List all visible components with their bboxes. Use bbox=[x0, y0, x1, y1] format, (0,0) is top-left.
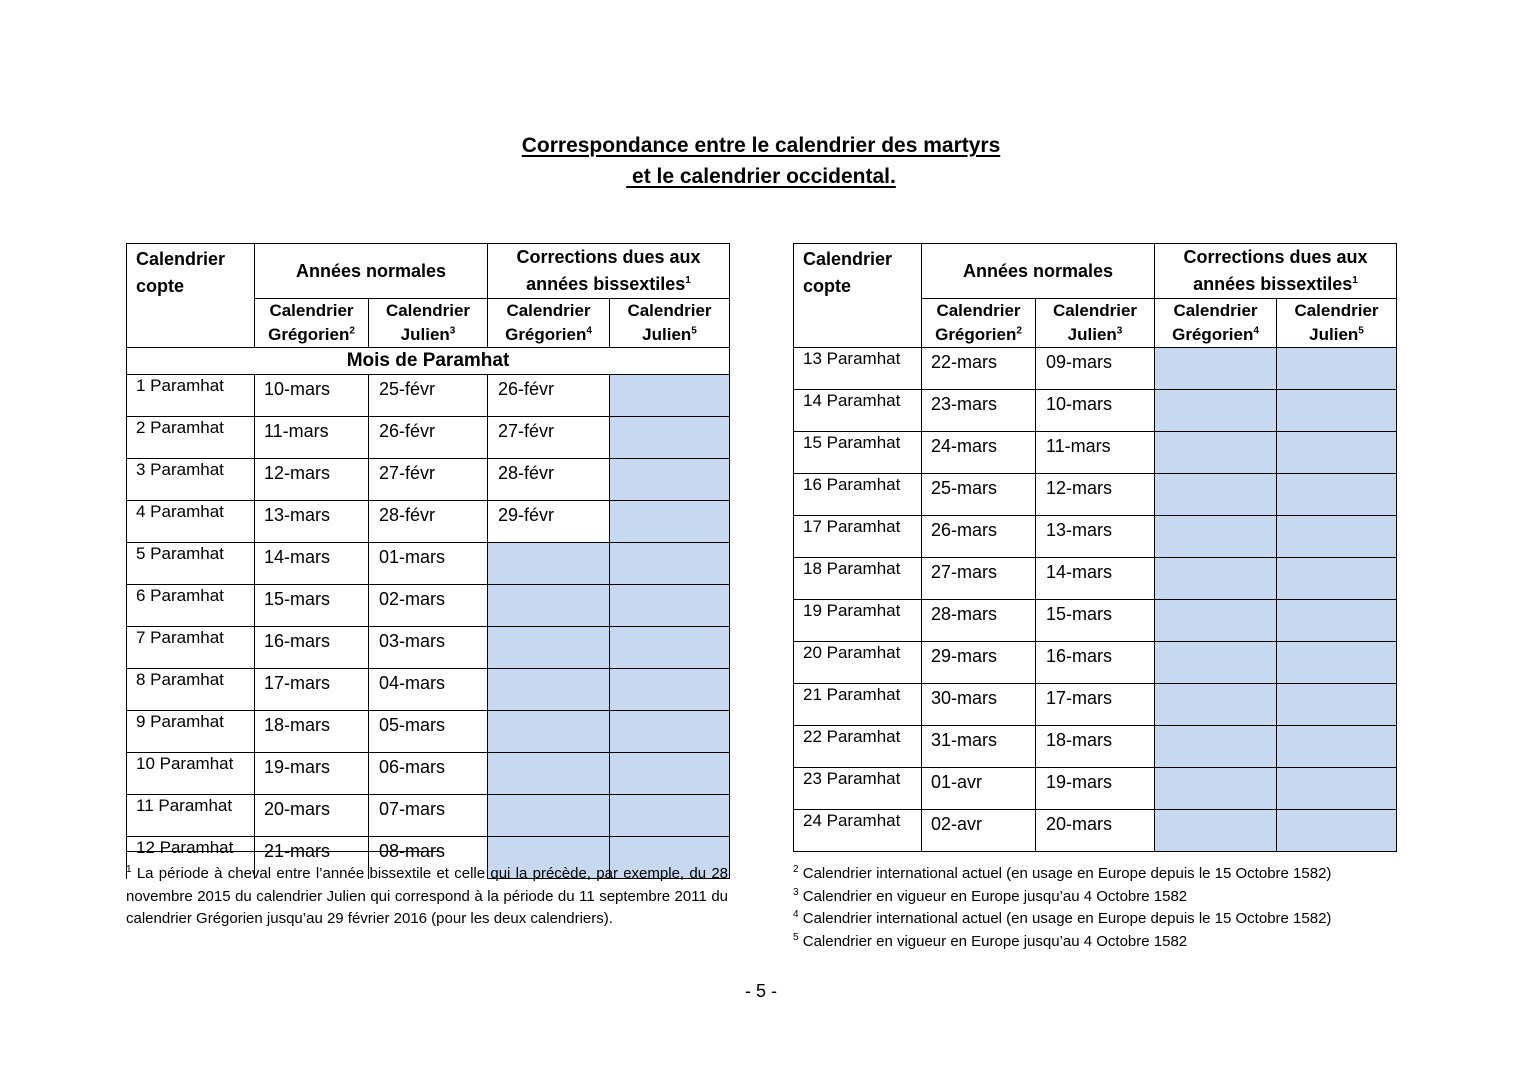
table-row bbox=[794, 726, 1397, 768]
cell-copte: 15 Paramhat bbox=[794, 432, 922, 474]
cell-gregorian: 16-mars bbox=[255, 627, 369, 669]
footnote-4: $^4$ Calendrier international actuel (en usage en Europe depuis le 15 Octobre 1582) bbox=[793, 909, 1332, 927]
cell-copte: 1 Paramhat bbox=[127, 375, 255, 417]
title-line-2: et le calendrier occidental. bbox=[626, 165, 896, 188]
cell-correction-julian bbox=[1277, 726, 1397, 768]
cell-gregorian: 15-mars bbox=[255, 585, 369, 627]
footnotes-right bbox=[793, 863, 1413, 953]
cell-correction-julian bbox=[610, 375, 730, 417]
table-row bbox=[127, 375, 730, 417]
cell-correction-gregorian bbox=[488, 627, 610, 669]
cell-gregorian: 02-avr bbox=[922, 810, 1036, 852]
cell-correction-julian bbox=[610, 459, 730, 501]
cell-copte: 16 Paramhat bbox=[794, 474, 922, 516]
table-row bbox=[127, 795, 730, 837]
cell-gregorian: 21-mars bbox=[255, 837, 369, 879]
cell-julian: 04-mars bbox=[369, 669, 488, 711]
header-copte: Calendrier copte bbox=[794, 244, 922, 348]
cell-julian: 14-mars bbox=[1036, 558, 1155, 600]
cell-correction-gregorian bbox=[1155, 516, 1277, 558]
footnote-separator bbox=[126, 851, 439, 852]
cell-correction-gregorian bbox=[488, 669, 610, 711]
cell-gregorian: 29-mars bbox=[922, 642, 1036, 684]
cell-julian: 15-mars bbox=[1036, 600, 1155, 642]
cell-correction-julian bbox=[1277, 474, 1397, 516]
cell-julian: 18-mars bbox=[1036, 726, 1155, 768]
cell-correction-gregorian bbox=[1155, 726, 1277, 768]
header-normal-years: Années normales bbox=[922, 244, 1155, 299]
cell-correction-julian bbox=[610, 711, 730, 753]
cell-copte: 8 Paramhat bbox=[127, 669, 255, 711]
cell-gregorian: 13-mars bbox=[255, 501, 369, 543]
cell-correction-gregorian bbox=[1155, 600, 1277, 642]
cell-correction-gregorian bbox=[488, 585, 610, 627]
cell-gregorian: 23-mars bbox=[922, 390, 1036, 432]
cell-correction-gregorian bbox=[488, 753, 610, 795]
table-row bbox=[794, 432, 1397, 474]
footnote-5: $^5$ Calendrier en vigueur en Europe jusqu’au 4 Octobre 1582 bbox=[793, 931, 1188, 950]
cell-copte: 10 Paramhat bbox=[127, 753, 255, 795]
cell-correction-gregorian: 29-févr bbox=[488, 501, 610, 543]
header-julian-normal: Calendrier Julien$^3$ bbox=[1036, 299, 1155, 348]
header-gregorian-normal: Calendrier Grégorien$^2$ bbox=[255, 299, 369, 348]
document-title bbox=[0, 130, 1522, 192]
cell-julian: 09-mars bbox=[1036, 348, 1155, 390]
table-row bbox=[794, 684, 1397, 726]
cell-gregorian: 18-mars bbox=[255, 711, 369, 753]
month-label: Mois de Paramhat bbox=[127, 348, 730, 375]
cell-correction-julian bbox=[1277, 432, 1397, 474]
header-julian-normal: Calendrier Julien$^3$ bbox=[369, 299, 488, 348]
cell-correction-julian bbox=[610, 417, 730, 459]
cell-copte: 13 Paramhat bbox=[794, 348, 922, 390]
table-row bbox=[794, 474, 1397, 516]
cell-gregorian: 24-mars bbox=[922, 432, 1036, 474]
cell-julian: 06-mars bbox=[369, 753, 488, 795]
cell-correction-julian bbox=[1277, 684, 1397, 726]
cell-gregorian: 25-mars bbox=[922, 474, 1036, 516]
cell-copte: 18 Paramhat bbox=[794, 558, 922, 600]
cell-correction-julian bbox=[1277, 390, 1397, 432]
cell-correction-gregorian bbox=[488, 795, 610, 837]
calendar-table-left bbox=[126, 243, 730, 879]
cell-copte: 3 Paramhat bbox=[127, 459, 255, 501]
cell-correction-gregorian bbox=[1155, 684, 1277, 726]
cell-julian: 07-mars bbox=[369, 795, 488, 837]
cell-julian: 19-mars bbox=[1036, 768, 1155, 810]
header-gregorian-leap: Calendrier Grégorien$^4$ bbox=[1155, 299, 1277, 348]
cell-copte: 17 Paramhat bbox=[794, 516, 922, 558]
cell-correction-julian bbox=[610, 543, 730, 585]
cell-correction-gregorian bbox=[1155, 432, 1277, 474]
header-gregorian-leap: Calendrier Grégorien$^4$ bbox=[488, 299, 610, 348]
table-row bbox=[127, 501, 730, 543]
cell-julian: 16-mars bbox=[1036, 642, 1155, 684]
cell-correction-julian bbox=[610, 585, 730, 627]
table-row bbox=[794, 348, 1397, 390]
cell-julian: 11-mars bbox=[1036, 432, 1155, 474]
cell-correction-gregorian bbox=[1155, 474, 1277, 516]
table-row bbox=[127, 543, 730, 585]
cell-gregorian: 14-mars bbox=[255, 543, 369, 585]
cell-correction-julian bbox=[1277, 642, 1397, 684]
cell-julian: 17-mars bbox=[1036, 684, 1155, 726]
footnote-1: $^1$ La période à cheval entre l’année bissextile et celle qui la précède, par exemple, du 28 novembre 2015 du calendrier Julien qui correspond à la période du 11 septembre 2011 du calendrier Grégorien jusqu’au 29 février 2016 (pour les deux calendriers). bbox=[126, 864, 728, 927]
cell-correction-gregorian bbox=[1155, 642, 1277, 684]
header-julian-leap: Calendrier Julien$^5$ bbox=[1277, 299, 1397, 348]
cell-gregorian: 12-mars bbox=[255, 459, 369, 501]
cell-copte: 14 Paramhat bbox=[794, 390, 922, 432]
cell-copte: 4 Paramhat bbox=[127, 501, 255, 543]
cell-julian: 20-mars bbox=[1036, 810, 1155, 852]
cell-julian: 12-mars bbox=[1036, 474, 1155, 516]
cell-correction-gregorian bbox=[1155, 810, 1277, 852]
cell-correction-julian bbox=[610, 627, 730, 669]
cell-copte: 23 Paramhat bbox=[794, 768, 922, 810]
cell-correction-julian bbox=[610, 669, 730, 711]
table-row bbox=[127, 711, 730, 753]
table-row bbox=[794, 810, 1397, 852]
cell-correction-gregorian: 26-févr bbox=[488, 375, 610, 417]
cell-correction-julian bbox=[1277, 558, 1397, 600]
cell-copte: 20 Paramhat bbox=[794, 642, 922, 684]
cell-copte: 21 Paramhat bbox=[794, 684, 922, 726]
header-copte: Calendrier copte bbox=[127, 244, 255, 348]
cell-copte: 9 Paramhat bbox=[127, 711, 255, 753]
page-number: - 5 - bbox=[744, 981, 777, 1001]
cell-correction-gregorian bbox=[1155, 390, 1277, 432]
cell-copte: 5 Paramhat bbox=[127, 543, 255, 585]
table-row bbox=[127, 417, 730, 459]
header-corrections: Corrections dues aux années bissextiles$^1$ bbox=[488, 244, 730, 299]
cell-julian: 26-févr bbox=[369, 417, 488, 459]
cell-correction-julian bbox=[610, 501, 730, 543]
cell-gregorian: 28-mars bbox=[922, 600, 1036, 642]
cell-gregorian: 01-avr bbox=[922, 768, 1036, 810]
cell-gregorian: 20-mars bbox=[255, 795, 369, 837]
cell-gregorian: 17-mars bbox=[255, 669, 369, 711]
cell-gregorian: 30-mars bbox=[922, 684, 1036, 726]
title-line-1: Correspondance entre le calendrier des martyrs bbox=[521, 134, 1001, 157]
cell-julian: 05-mars bbox=[369, 711, 488, 753]
calendar-table-right bbox=[793, 243, 1397, 852]
cell-correction-gregorian bbox=[488, 543, 610, 585]
table-row bbox=[127, 753, 730, 795]
footnote-2: $^2$ Calendrier international actuel (en usage en Europe depuis le 15 Octobre 1582) bbox=[793, 864, 1332, 882]
cell-julian: 25-févr bbox=[369, 375, 488, 417]
cell-correction-julian bbox=[1277, 516, 1397, 558]
cell-correction-gregorian bbox=[1155, 768, 1277, 810]
cell-gregorian: 22-mars bbox=[922, 348, 1036, 390]
cell-julian: 27-févr bbox=[369, 459, 488, 501]
cell-gregorian: 26-mars bbox=[922, 516, 1036, 558]
cell-julian: 01-mars bbox=[369, 543, 488, 585]
header-gregorian-normal: Calendrier Grégorien$^2$ bbox=[922, 299, 1036, 348]
table-row bbox=[127, 627, 730, 669]
cell-julian: 03-mars bbox=[369, 627, 488, 669]
cell-copte: 22 Paramhat bbox=[794, 726, 922, 768]
cell-gregorian: 10-mars bbox=[255, 375, 369, 417]
cell-julian: 08-mars bbox=[369, 837, 488, 879]
cell-copte: 7 Paramhat bbox=[127, 627, 255, 669]
cell-gregorian: 19-mars bbox=[255, 753, 369, 795]
table-row bbox=[127, 459, 730, 501]
header-normal-years: Années normales bbox=[255, 244, 488, 299]
cell-correction-julian bbox=[1277, 810, 1397, 852]
cell-julian: 10-mars bbox=[1036, 390, 1155, 432]
cell-correction-gregorian bbox=[1155, 558, 1277, 600]
cell-correction-gregorian: 28-févr bbox=[488, 459, 610, 501]
cell-copte: 2 Paramhat bbox=[127, 417, 255, 459]
cell-copte: 12 Paramhat bbox=[127, 837, 255, 879]
cell-correction-julian bbox=[1277, 768, 1397, 810]
cell-correction-julian bbox=[610, 795, 730, 837]
cell-julian: 02-mars bbox=[369, 585, 488, 627]
cell-copte: 19 Paramhat bbox=[794, 600, 922, 642]
table-row bbox=[794, 516, 1397, 558]
cell-correction-gregorian bbox=[488, 711, 610, 753]
cell-correction-julian bbox=[1277, 600, 1397, 642]
cell-correction-gregorian: 27-févr bbox=[488, 417, 610, 459]
table-row bbox=[794, 600, 1397, 642]
header-corrections: Corrections dues aux années bissextiles$^1$ bbox=[1155, 244, 1397, 299]
footnote-3: $^3$ Calendrier en vigueur en Europe jusqu’au 4 Octobre 1582 bbox=[793, 886, 1188, 905]
cell-copte: 6 Paramhat bbox=[127, 585, 255, 627]
cell-julian: 13-mars bbox=[1036, 516, 1155, 558]
table-row bbox=[127, 669, 730, 711]
cell-correction-gregorian bbox=[1155, 348, 1277, 390]
table-row bbox=[794, 558, 1397, 600]
cell-correction-julian bbox=[1277, 348, 1397, 390]
header-julian-leap: Calendrier Julien$^5$ bbox=[610, 299, 730, 348]
cell-gregorian: 11-mars bbox=[255, 417, 369, 459]
table-row bbox=[127, 585, 730, 627]
table-row bbox=[794, 642, 1397, 684]
cell-julian: 28-févr bbox=[369, 501, 488, 543]
cell-copte: 11 Paramhat bbox=[127, 795, 255, 837]
table-row bbox=[794, 390, 1397, 432]
cell-correction-julian bbox=[610, 753, 730, 795]
table-row bbox=[794, 768, 1397, 810]
cell-copte: 24 Paramhat bbox=[794, 810, 922, 852]
cell-gregorian: 27-mars bbox=[922, 558, 1036, 600]
cell-gregorian: 31-mars bbox=[922, 726, 1036, 768]
